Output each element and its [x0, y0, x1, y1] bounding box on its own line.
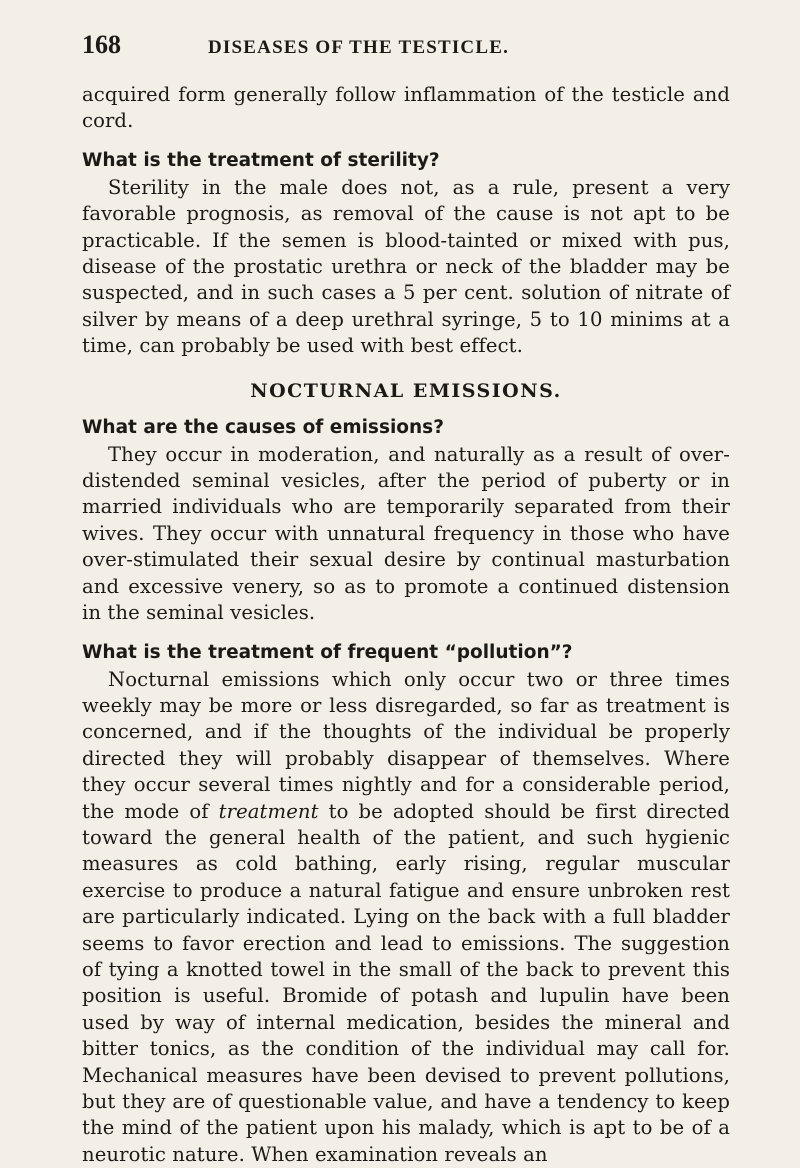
question-treatment-of-pollution: What is the treatment of frequent “pollution”? — [82, 640, 730, 666]
answer-sterility: Sterility in the male does not, as a rule, present a very favorable prognosis, as removal of the cause is not apt to be practicable. If the semen is blood-tainted or mixed with pus, disease of the prostatic urethra or neck of the bladder may be suspected, and in such cases a 5 per cent. solution of nitrate of silver by means of a deep urethral syringe, 5 to 10 minims at a time, can probably be used with best effect. — [82, 175, 730, 360]
answer-emphasis: treatment — [219, 800, 319, 823]
answer-text-part-2: to be adopted should be first directed toward the general health of the patient, and such hygienic measures as cold bathing, early rising, regular muscular exercise to produce a natural fatigue and ensure unbroken rest are particularly indicated. Lying on the back with a full bladder seems to favor erection and lead to emissions. The suggestion of tying a knotted towel in the small of the back to prevent this position is useful. Bromide of potash and lupulin have been used by way of internal medication, besides the mineral and bitter tonics, as the condition of the individual may call for. Mechanical measures have been devised to prevent pollutions, but they are of questionable value, and have a tendency to keep the mind of the patient upon his malady, which is apt to be of a neurotic nature. When examination reveals an — [82, 800, 730, 1166]
question-sterility: What is the treatment of sterility? — [82, 148, 730, 174]
answer-treatment-of-pollution — [82, 667, 730, 1168]
answer-causes-of-emissions: They occur in moderation, and naturally as a result of over-distended seminal vesicles, after the period of puberty or in married individuals who are temporarily separated from their wives. They occur with unnatural frequency in those who have over-stimulated their sexual desire by continual masturbation and excessive venery, so as to promote a continued distension in the seminal vesicles. — [82, 442, 730, 627]
running-head — [82, 30, 730, 60]
question-causes-of-emissions: What are the causes of emissions? — [82, 415, 730, 441]
running-title: DISEASES OF THE TESTICLE. — [208, 37, 509, 59]
answer-text-part-1: Nocturnal emissions which only occur two or three times weekly may be more or less disregarded, so far as treatment is concerned, and if the thoughts of the individual be properly directed they will probably disappear of themselves. Where they occur several times nightly and for a considerable period, the mode of — [82, 668, 730, 823]
section-heading: NOCTURNAL EMISSIONS. — [82, 380, 730, 402]
page-number: 168 — [82, 30, 178, 60]
opening-paragraph: acquired form generally follow inflammation of the testicle and cord. — [82, 82, 730, 135]
